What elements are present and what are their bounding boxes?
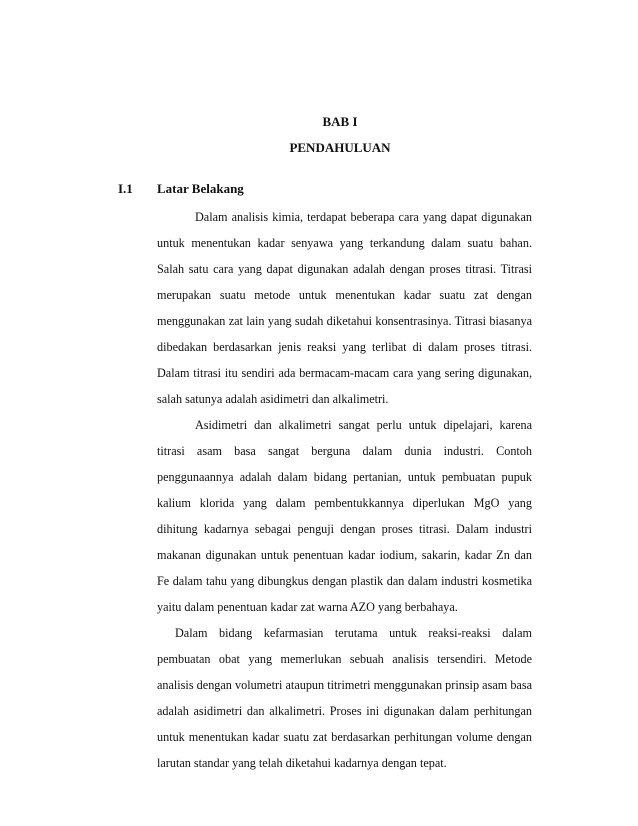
paragraph-3: Dalam bidang kefarmasian terutama untuk reaksi-reaksi dalam pembuatan obat yang memerlukan sebuah analisis tersendiri. Metode analisis dengan volumetri ataupun titrimetri menggunakan prinsip asam basa adalah asidimetri dan alkalimetri. Proses ini digunakan dalam perhitungan untuk menentukan kadar suatu zat berdasarkan perhitungan volume dengan larutan standar yang telah diketahui kadarnya dengan tepat. — [157, 626, 532, 770]
chapter-title: PENDAHULUAN — [289, 140, 391, 155]
body-text — [157, 204, 532, 776]
chapter-number: BAB I — [322, 114, 358, 129]
section-number: I.1 — [118, 181, 133, 196]
section-heading — [118, 181, 244, 197]
section-title: Latar Belakang — [157, 181, 244, 196]
paragraph-1: Dalam analisis kimia, terdapat beberapa cara yang dapat digunakan untuk menentukan kadar senyawa yang terkandung dalam suatu bahan. Salah satu cara yang dapat digunakan adalah dengan proses titrasi. Titrasi merupakan suatu metode untuk menentukan kadar suatu zat dengan menggunakan zat lain yang sudah diketahui konsentrasinya. Titrasi biasanya dibedakan berdasarkan jenis reaksi yang terlibat di dalam proses titrasi. Dalam titrasi itu sendiri ada bermacam-macam cara yang sering digunakan, salah satunya adalah asidimetri dan alkalimetri. — [157, 210, 532, 406]
paragraph-2: Asidimetri dan alkalimetri sangat perlu untuk dipelajari, karena titrasi asam basa sangat berguna dalam dunia industri. Contoh penggunaannya adalah dalam bidang pertanian, untuk pembuatan pupuk kalium klorida yang dalam pembentukkannya diperlukan MgO yang dihitung kadarnya sebagai penguji dengan proses titrasi. Dalam industri makanan digunakan untuk penentuan kadar iodium, sakarin, kadar Zn dan Fe dalam tahu yang dibungkus dengan plastik dan dalam industri kosmetika yaitu dalam penentuan kadar zat warna AZO yang berbahaya. — [157, 418, 532, 614]
